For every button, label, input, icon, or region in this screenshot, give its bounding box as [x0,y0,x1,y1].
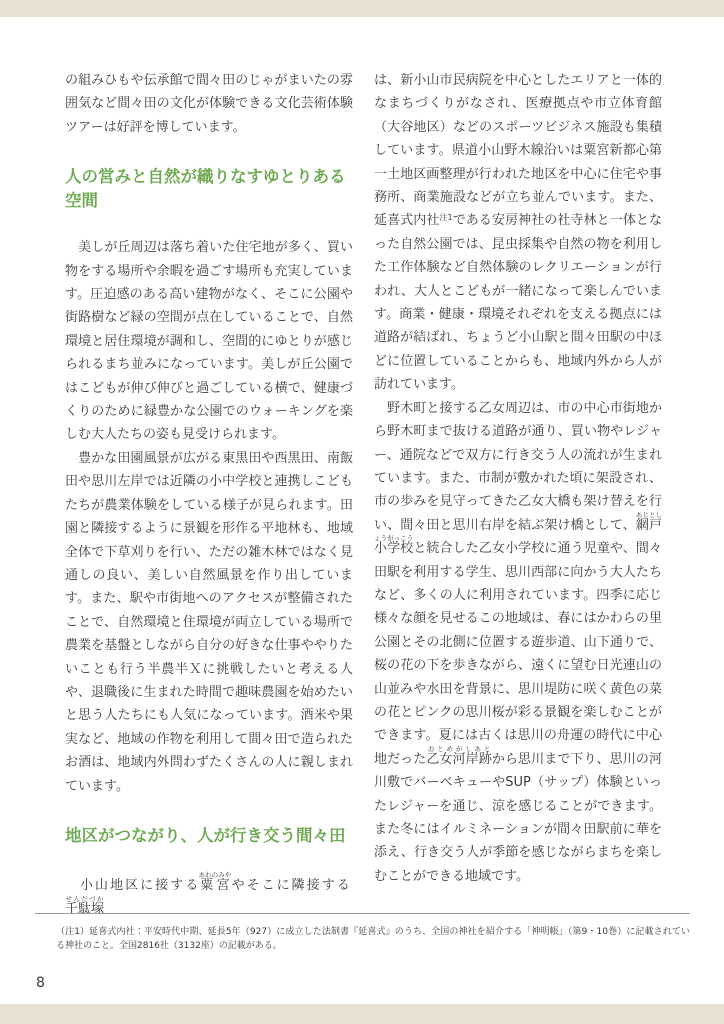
text-columns [0,17,724,921]
furigana-text: あわのみや [198,871,232,880]
section-heading: 人の営みと自然が織りなすゆとりある空間 [65,167,346,210]
right-column [374,69,662,921]
page-number: 8 [36,975,45,991]
ruby-annotated-term: 網戸小学校あじとしょうがっこう [374,510,662,557]
body-paragraph: 野木町と接する乙女周辺は、市の中心市街地から野木町まで抜ける道路が通り、買い物やレジャー、通院などで双方に行き交う人の流れが生まれています。また、市制が敷かれた頃に架設され、市の歩みを見守ってきた乙女大橋も架け替えを行い、間々田と思川右岸を結ぶ架け橋として、網戸小学校あじとしょうがっこうと統合した乙女小学校に通う児童や、間々田駅を利用する学生、思川西部に向かう大人たちなど、多くの人に利用されています。四季に応じ様々な顔を見せるこの地域は、春にはかわらの里公園とその北側に位置する遊歩道、山下通りで、桜の花の下を歩きながら、遠くに望む日光連山の山並みや水田を背景に、思川堤防に咲く黄色の菜の花とピンクの思川桜が彩る景観を楽しむことができます。夏には古くは思川の舟運の時代に中心地だった乙女河岸跡おとめがしあとから思川まで下り、思川の河川敷でバーベキューやSUP（サップ）体験といったレジャーを通じ、涼を感じることができます。また冬にはイルミネーションが間々田駅前に華を添え、行き交う人が季節を感じながらまちを楽しむことができる地域です。 [374,400,662,884]
body-paragraph: 美しが丘周辺は落ち着いた住宅地が多く、買い物をする場所や余暇を過ごす場所も充実しています。圧迫感のある高い建物がなく、そこに公園や街路樹など緑の空間が点在していることで、自然環境と居住環境が調和し、空間的にゆとりが感じられるまち並みになっています。美しが丘公園ではこどもが伸び伸びと過ごしている横で、健康づくりのために緑豊かな公園でのウォーキングを楽しむ大人たちの姿も見受けられます。 [65,240,353,443]
body-paragraph: の組みひもや伝承館で間々田のじゃがまいたの雰囲気など間々田の文化が体験できる文化芸術体験ツアーは好評を博しています。 [65,73,353,135]
footnote-reference: 注1 [439,213,453,223]
ruby-annotated-term: 乙女河岸跡おとめがしあと [426,744,492,767]
footnote-text: （注1）延喜式内社：平安時代中期、延長5年（927）に成立した法制書『延喜式』のうち、全国の神社を紹介する「神明帳」（第9・10巻）に記載されている神社のこと。全国2816社（3132座）の記載がある。 [56,927,690,951]
footnote-area [35,913,690,953]
document-page [0,17,724,1004]
furigana-text: おとめがしあと [426,744,492,753]
ruby-annotated-term: 千駄塚せんだづか [65,894,105,917]
section-heading: 地区がつながり、人が行き交う間々田 [65,825,346,845]
body-paragraph: 小山地区に接する粟宮あわのみややそこに隣接する千駄塚せんだづか [65,871,350,917]
furigana-text: せんだづか [65,894,104,903]
ruby-annotated-term: 粟宮あわのみや [198,871,232,894]
furigana-text: あじとしょうがっこう [374,510,662,543]
body-paragraph: 豊かな田園風景が広がる東黒田や西黒田、南飯田や思川左岸では近隣の小中学校と連携しこどもたちが農業体験をしている様子が見られます。田園と隣接するように景観を形作る平地林も、地域全体で下草刈りを行い、ただの雑木林ではなく見通しの良い、美しい自然風景を作り出しています。また、駅や市街地へのアクセスが整備されたことで、自然環境と住環境が両立している場所で農業を基盤としながら自分の好きな仕事ややりたいことも行う半農半Ｘに挑戦したいと考える人や、退職後に生まれた時間で趣味農園を始めたいと思う人たちにも人気になっています。酒米や果実など、地域の作物を利用して間々田で造られたお酒は、地域内外問わずたくさんの人に親しまれています。 [65,450,353,794]
left-column [65,69,353,921]
body-paragraph: は、新小山市民病院を中心としたエリアと一体的なまちづくりがなされ、医療拠点や市立体育館（大谷地区）などのスポーツビジネス施設も集積しています。県道小山野木線沿いは粟宮新都心第一土地区画整理が行われた地区を中心に住宅や事務所、商業施設などが立ち並んでいます。また、延喜式内社$^{注1}$である安房神社の社寺林と一体となった自然公園では、昆虫採集や自然の物を利用した工作体験など自然体験のレクリエーションが行われ、大人とこどもが一緒になって楽しんでいます。商業・健康・環境それぞれを支える拠点には道路が結ばれ、ちょうど小山駅と間々田駅の中ほどに位置していることからも、地域内外から人が訪れています。 [374,73,662,393]
